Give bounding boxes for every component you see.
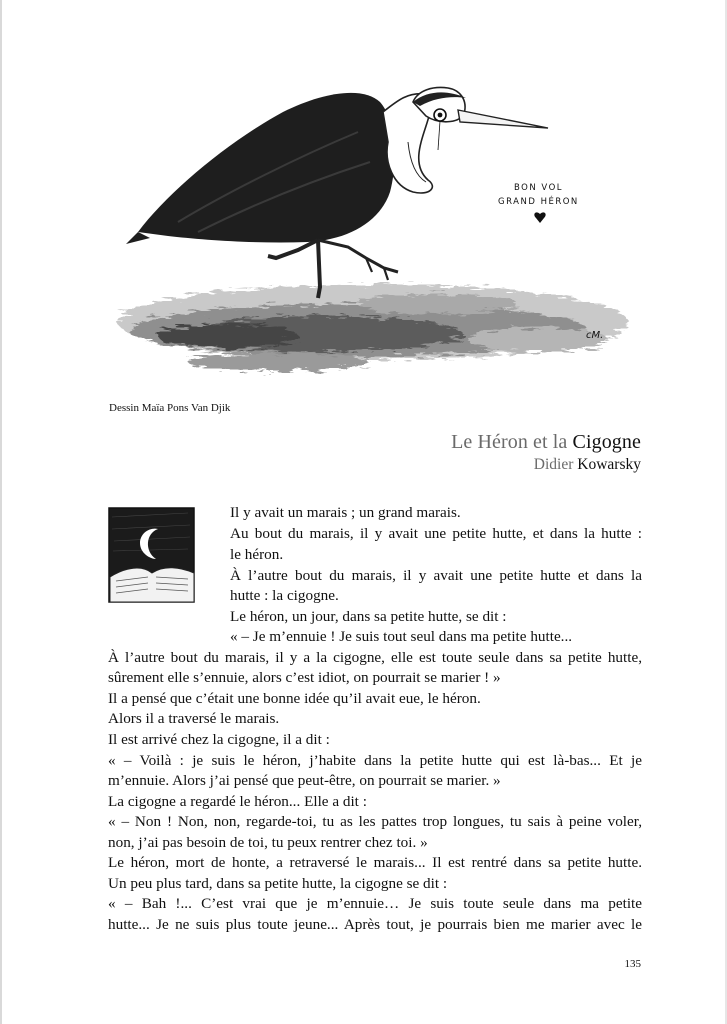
handwriting-line1: BON VOL bbox=[514, 183, 564, 193]
text-line-9: sûrement elle s’ennuie, alors c’est idiot, on pourrait se marier ! » bbox=[108, 669, 501, 686]
text-line-18: Le héron, mort de honte, a retraversé le marais... Il est rentré dans sa petite hutte. bbox=[108, 854, 642, 871]
moon-book-illustration bbox=[108, 507, 195, 603]
text-line-3: le héron. bbox=[230, 546, 284, 563]
text-line-8: À l’autre bout du marais, il y a la cigogne, elle est toute seule dans sa petite hutte, bbox=[108, 649, 642, 666]
heron-illustration bbox=[108, 72, 648, 382]
text-line-12: Il est arrivé chez la cigogne, il a dit : bbox=[108, 731, 330, 748]
text-line-15: La cigogne a regardé le héron... Elle a dit : bbox=[108, 793, 367, 810]
water-wash bbox=[118, 284, 628, 371]
text-line-13: « – Voilà : je suis le héron, j’habite dans la petite hutte qui est là-bas... Et je bbox=[108, 752, 642, 769]
text-line-17: non, j’ai pas besoin de toi, tu peux rentrer chez toi. » bbox=[108, 834, 428, 851]
page-number: 135 bbox=[624, 958, 641, 970]
text-line-10: Il a pensé que c’était une bonne idée qu’il avait eue, le héron. bbox=[108, 690, 481, 707]
signature: cM. bbox=[586, 330, 604, 341]
heart-icon bbox=[534, 212, 545, 223]
illustration-credit: Dessin Maïa Pons Van Djik bbox=[109, 402, 231, 414]
text-line-2: Au bout du marais, il y avait une petite hutte, et dans la hutte : bbox=[230, 525, 642, 542]
page-left-edge bbox=[0, 0, 2, 1024]
title-part-cigogne: Cigogne bbox=[572, 431, 641, 453]
text-line-19: Un peu plus tard, dans sa petite hutte, la cigogne se dit : bbox=[108, 875, 448, 892]
text-line-16: « – Non ! Non, non, regarde-toi, tu as les pattes trop longues, tu sais à peine voler, bbox=[108, 813, 642, 830]
author-last-name: Kowarsky bbox=[577, 456, 641, 473]
heron-body bbox=[138, 93, 395, 243]
text-line-21: hutte... Je ne suis plus toute jeune... Après tout, je pourrais bien me marier avec le bbox=[108, 916, 642, 933]
text-line-11: Alors il a traversé le marais. bbox=[108, 710, 280, 727]
text-line-5: hutte : la cigogne. bbox=[230, 587, 339, 604]
text-line-6: Le héron, un jour, dans sa petite hutte, se dit : bbox=[230, 608, 507, 625]
text-line-7: « – Je m’ennuie ! Je suis tout seul dans ma petite hutte... bbox=[230, 628, 573, 645]
heron-leg bbox=[318, 240, 320, 298]
heron-beak bbox=[458, 110, 548, 128]
story-title bbox=[451, 431, 641, 454]
title-part-heron: Le Héron bbox=[451, 431, 528, 453]
text-line-1: Il y avait un marais ; un grand marais. bbox=[230, 504, 461, 521]
text-line-4: À l’autre bout du marais, il y avait une petite hutte et dans la bbox=[230, 567, 642, 584]
text-line-14: m’ennuie. Alors j’ai pensé que peut-être, on pourrait se marier. » bbox=[108, 772, 501, 789]
author-first-name: Didier bbox=[533, 456, 578, 473]
title-part-et-la: et la bbox=[527, 431, 573, 453]
text-line-20: « – Bah !... C’est vrai que je m’ennuie… Je suis toute seule dans ma petite bbox=[108, 895, 642, 912]
handwriting-line2: GRAND HÉRON bbox=[498, 197, 579, 207]
story-author bbox=[534, 456, 641, 474]
